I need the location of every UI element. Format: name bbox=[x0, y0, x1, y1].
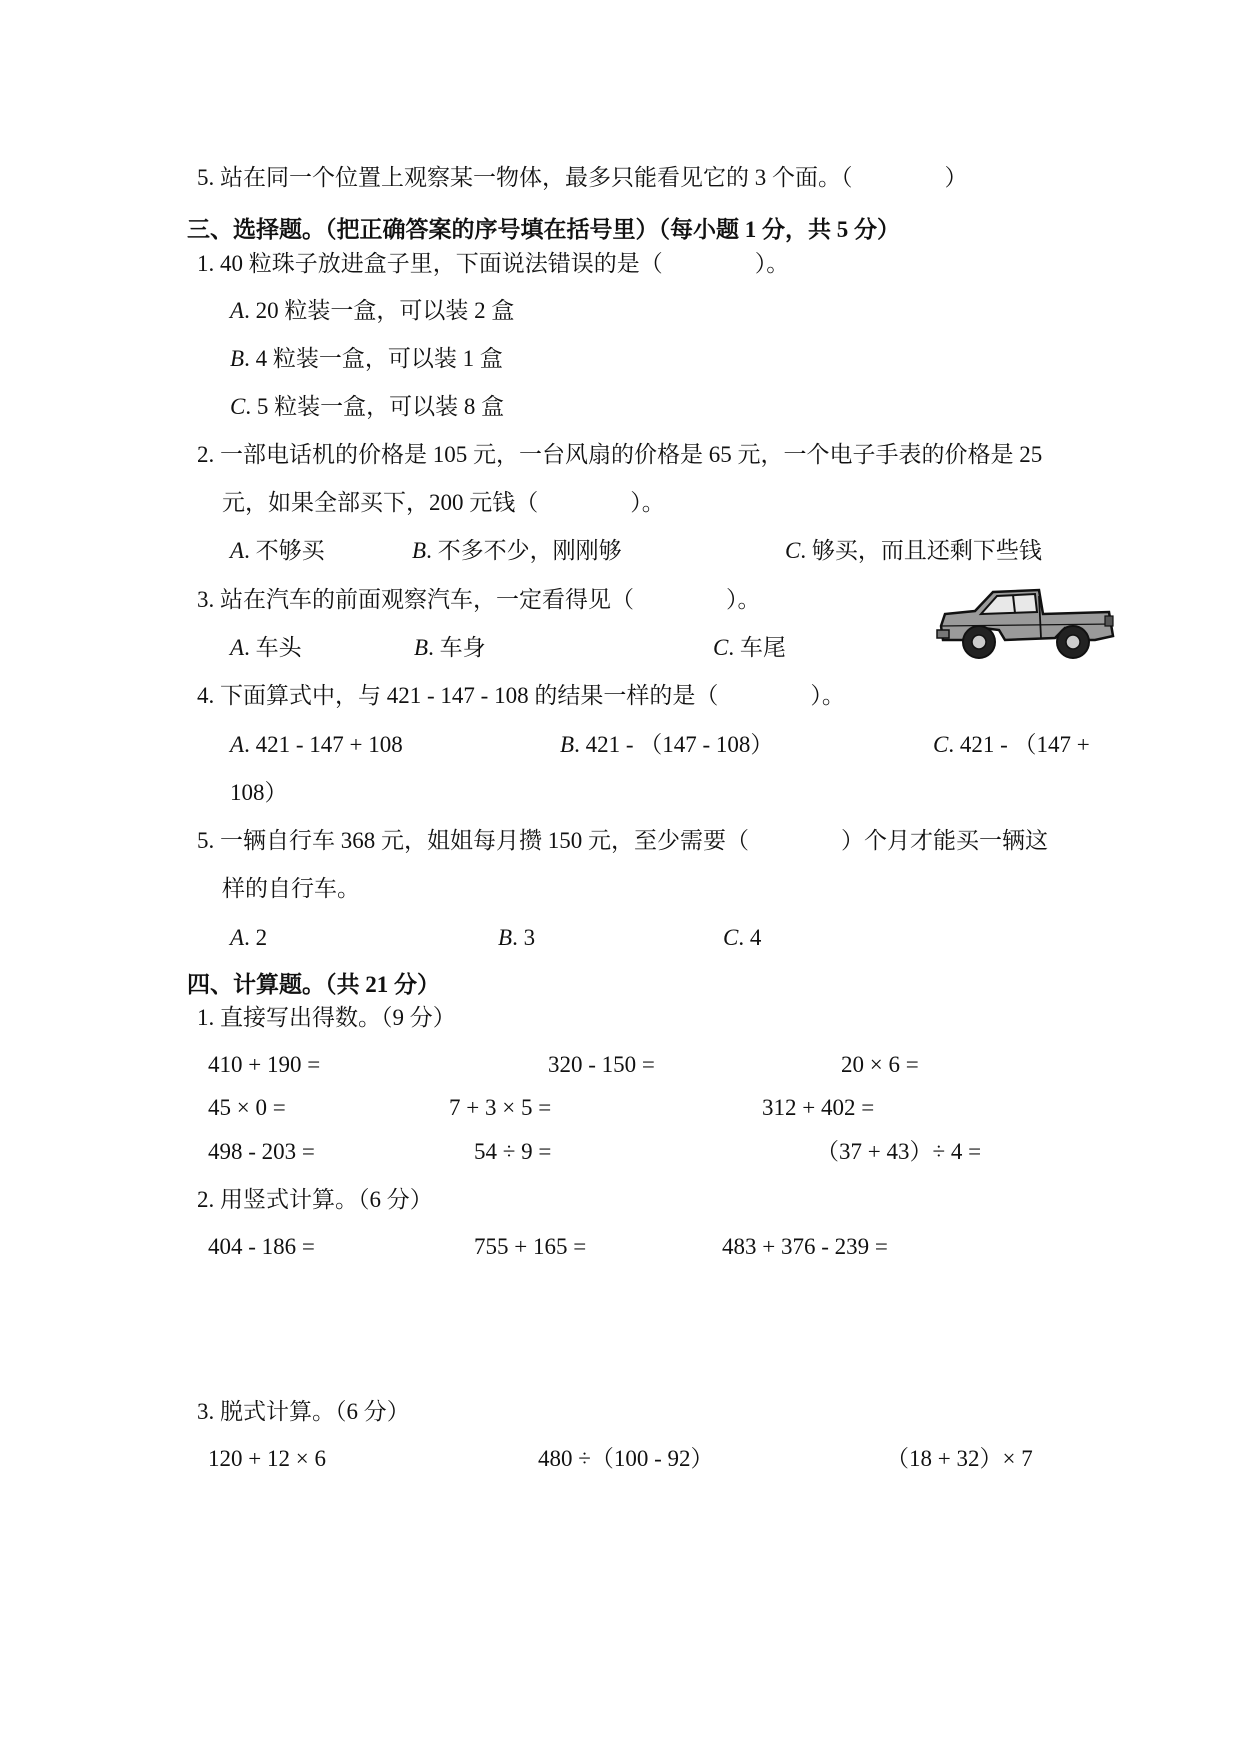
option-letter: A bbox=[230, 538, 245, 563]
q5-option-b bbox=[498, 923, 535, 953]
calc-item: 320 - 150 = bbox=[548, 1052, 655, 1077]
q3-option-b bbox=[414, 633, 486, 663]
option-text: . 4 粒装一盒，可以装 1 盒 bbox=[244, 346, 503, 371]
calc-item: （37 + 43）÷ 4 = bbox=[816, 1139, 982, 1164]
q4-option-c-cont: 108） bbox=[230, 780, 288, 805]
option-letter: C bbox=[230, 394, 246, 419]
q4-option-a bbox=[230, 730, 403, 760]
option-text: . 4 bbox=[738, 925, 762, 950]
q4-option-b bbox=[560, 730, 773, 760]
q2-option-b bbox=[412, 536, 622, 566]
vertical-calc-item: 755 + 165 = bbox=[474, 1234, 587, 1259]
option-letter: A bbox=[230, 635, 245, 660]
option-text: . 不多不少，刚刚够 bbox=[426, 538, 622, 563]
option-letter: C bbox=[933, 732, 949, 757]
option-letter: B bbox=[560, 732, 575, 757]
calc-item: 410 + 190 = bbox=[208, 1052, 321, 1077]
option-letter: B bbox=[498, 925, 513, 950]
option-text: . 够买，而且还剩下些钱 bbox=[800, 538, 1042, 563]
calc-item: 54 ÷ 9 = bbox=[474, 1139, 552, 1164]
q2-option-a bbox=[230, 536, 325, 566]
q1-option-a bbox=[230, 296, 514, 326]
option-text: . 不够买 bbox=[244, 538, 325, 563]
q3-option-c bbox=[713, 633, 786, 663]
judge-q5: 5. 站在同一个位置上观察某一物体，最多只能看见它的 3 个面。（ ） bbox=[197, 165, 968, 190]
q5-stem-line2: 样的自行车。 bbox=[222, 876, 360, 901]
p3-title: 3. 脱式计算。（6 分） bbox=[197, 1399, 410, 1424]
option-text: . 车身 bbox=[428, 635, 486, 660]
q3-stem: 3. 站在汽车的前面观察汽车，一定看得见（ ）。 bbox=[197, 587, 761, 612]
option-letter: B bbox=[412, 538, 427, 563]
q2-stem-line2: 元，如果全部买下，200 元钱（ ）。 bbox=[222, 490, 665, 515]
calc-item: 498 - 203 = bbox=[208, 1139, 315, 1164]
option-letter: A bbox=[230, 298, 245, 323]
q5-stem-line1: 5. 一辆自行车 368 元，姐姐每月攒 150 元，至少需要（ ）个月才能买一辆这 bbox=[197, 828, 1048, 853]
q2-option-c bbox=[785, 536, 1042, 566]
q4-stem: 4. 下面算式中，与 421 - 147 - 108 的结果一样的是（ ）。 bbox=[197, 683, 845, 708]
q3-option-a bbox=[230, 633, 302, 663]
calc-item: 45 × 0 = bbox=[208, 1095, 286, 1120]
option-letter: B bbox=[230, 346, 245, 371]
q5-option-a bbox=[230, 923, 267, 953]
option-text: . 20 粒装一盒，可以装 2 盒 bbox=[244, 298, 515, 323]
option-text: . 421 - （147 + bbox=[948, 732, 1090, 757]
stepwise-calc-item: （18 + 32）× 7 bbox=[886, 1446, 1033, 1471]
calc-item: 7 + 3 × 5 = bbox=[449, 1095, 552, 1120]
section3-title: 三、选择题。（把正确答案的序号填在括号里）（每小题 1 分，共 5 分） bbox=[187, 217, 900, 242]
stepwise-calc-item: 480 ÷（100 - 92） bbox=[538, 1446, 714, 1471]
stepwise-calc-item: 120 + 12 × 6 bbox=[208, 1446, 326, 1471]
option-letter: B bbox=[414, 635, 429, 660]
option-text: . 3 bbox=[512, 925, 536, 950]
calc-item: 20 × 6 = bbox=[841, 1052, 919, 1077]
vertical-calc-item: 404 - 186 = bbox=[208, 1234, 315, 1259]
q1-option-b bbox=[230, 344, 503, 374]
option-letter: A bbox=[230, 732, 245, 757]
option-text: . 421 - （147 - 108） bbox=[574, 732, 774, 757]
vertical-calc-item: 483 + 376 - 239 = bbox=[722, 1234, 888, 1259]
option-text: . 车头 bbox=[244, 635, 302, 660]
q1-option-c bbox=[230, 392, 504, 422]
q5-option-c bbox=[723, 923, 761, 953]
option-text: . 5 粒装一盒，可以装 8 盒 bbox=[245, 394, 505, 419]
p1-title: 1. 直接写出得数。（9 分） bbox=[197, 1005, 456, 1030]
q1-stem: 1. 40 粒珠子放进盒子里，下面说法错误的是（ ）。 bbox=[197, 251, 790, 276]
option-text: . 车尾 bbox=[728, 635, 786, 660]
q2-stem-line1: 2. 一部电话机的价格是 105 元，一台风扇的价格是 65 元，一个电子手表的价格是 25 bbox=[197, 442, 1043, 467]
pickup-truck-icon bbox=[935, 584, 1117, 664]
q4-option-c bbox=[933, 730, 1090, 760]
option-text: . 421 - 147 + 108 bbox=[244, 732, 403, 757]
p2-title: 2. 用竖式计算。（6 分） bbox=[197, 1187, 433, 1212]
option-text: . 2 bbox=[244, 925, 268, 950]
option-letter: C bbox=[713, 635, 729, 660]
calc-item: 312 + 402 = bbox=[762, 1095, 875, 1120]
option-letter: A bbox=[230, 925, 245, 950]
section4-title: 四、计算题。（共 21 分） bbox=[187, 972, 440, 997]
option-letter: C bbox=[785, 538, 801, 563]
option-letter: C bbox=[723, 925, 739, 950]
